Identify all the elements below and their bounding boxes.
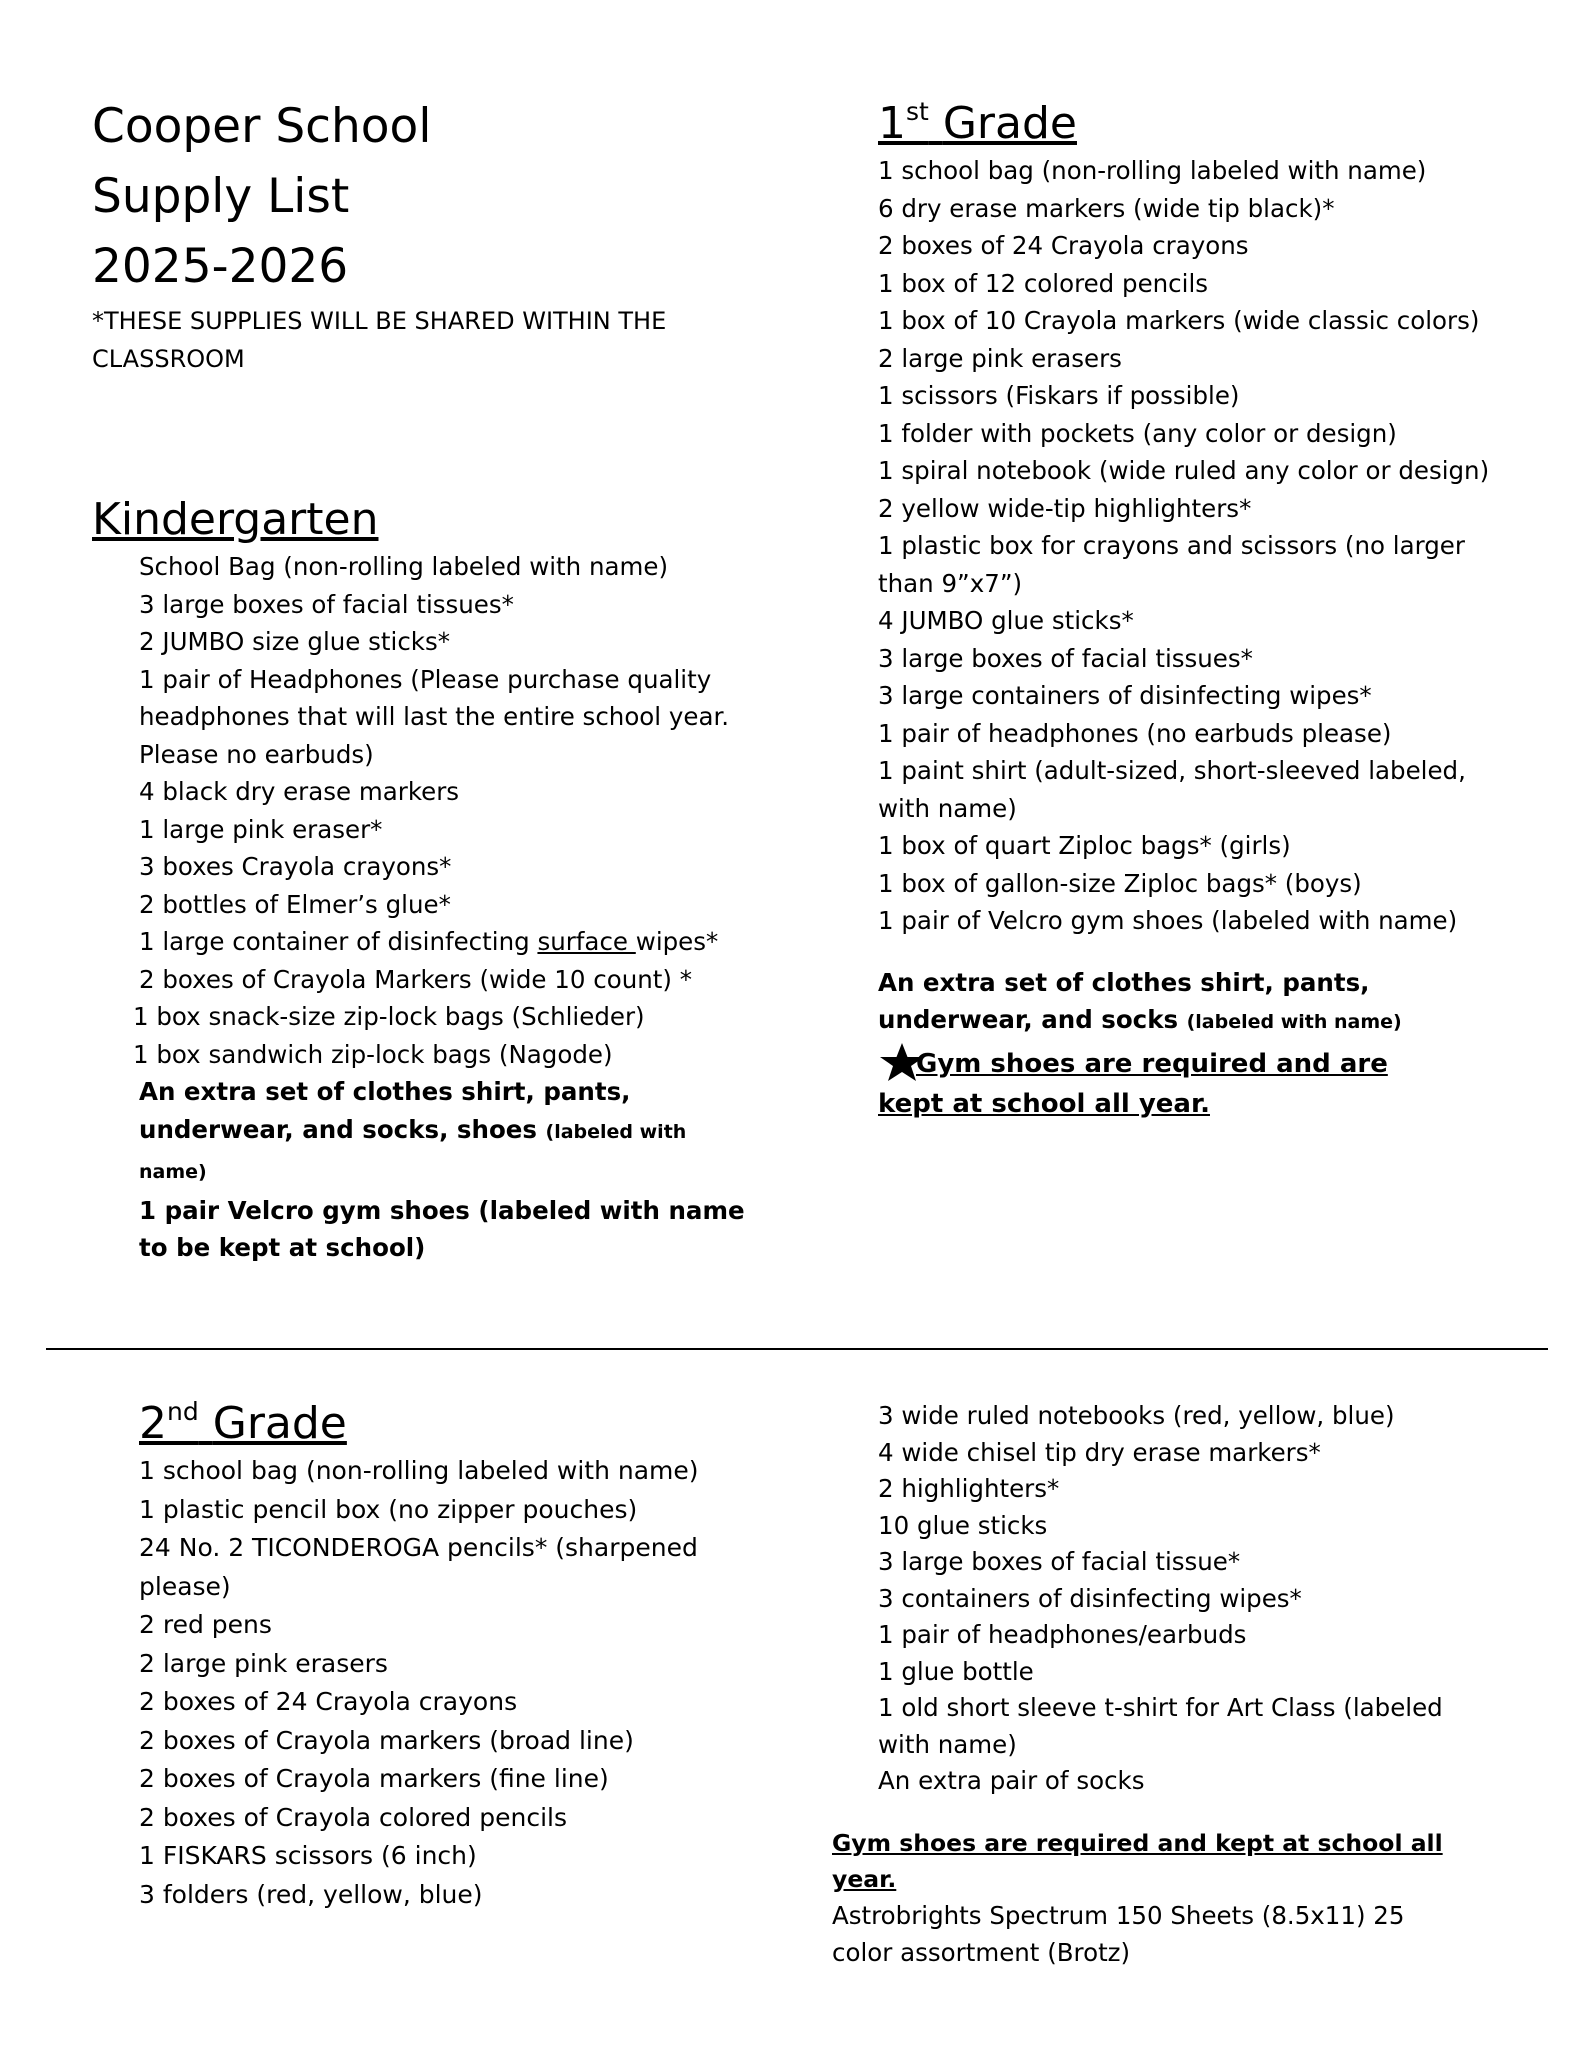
section-divider xyxy=(46,1348,1548,1350)
title-line: 2025-2026 xyxy=(92,239,349,294)
list-item: 2 boxes of 24 Crayola crayons xyxy=(878,231,1249,260)
second-grade-list-right xyxy=(878,1398,1468,1800)
extra-clothes-label-note: (labeled with name) xyxy=(1186,1011,1402,1033)
list-item: 10 glue sticks xyxy=(878,1510,1048,1540)
list-item: 1 plastic pencil box (no zipper pouches) xyxy=(139,1494,638,1524)
document-title xyxy=(92,92,732,302)
list-item: 1 school bag (non-rolling labeled with name) xyxy=(139,1456,699,1485)
list-item: 1 box of 12 colored pencils xyxy=(878,268,1209,298)
list-item: 3 large boxes of facial tissue* xyxy=(878,1547,1241,1576)
extra-clothes-text: An extra set of clothes shirt, pants, underwear, and socks, shoes xyxy=(139,1077,631,1144)
list-item xyxy=(139,923,759,961)
list-item: 2 JUMBO size glue sticks* xyxy=(139,627,451,656)
list-item: 2 boxes of Crayola Markers (wide 10 count) * xyxy=(139,964,692,994)
list-item: 3 large boxes of facial tissues* xyxy=(878,643,1253,673)
list-item: 1 folder with pockets (any color or design) xyxy=(878,418,1397,448)
list-item: 2 boxes of Crayola colored pencils xyxy=(139,1802,567,1832)
heading-ordinal: st xyxy=(906,97,929,126)
list-item: 1 paint shirt (adult-sized, short-sleeved labeled, with name) xyxy=(878,756,1466,823)
list-item: 1 scissors (Fiskars if possible) xyxy=(878,381,1240,410)
second-grade-section-continued xyxy=(878,1398,1478,1800)
wipes-text-pre: 1 large container of disinfecting xyxy=(139,927,538,956)
extra-clothes-text: An extra set of clothes shirt, pants, underwear, and socks xyxy=(878,967,1370,1034)
list-item: 4 black dry erase markers xyxy=(139,777,460,806)
list-item: 3 wide ruled notebooks (red, yellow, blue) xyxy=(878,1401,1395,1430)
list-item: 1 box sandwich zip-lock bags (Nagode) xyxy=(133,1039,613,1069)
list-item: 3 containers of disinfecting wipes* xyxy=(878,1583,1302,1613)
list-item: 1 school bag (non-rolling labeled with name) xyxy=(878,156,1427,185)
list-item: 1 pair of headphones (no earbuds please) xyxy=(878,718,1392,748)
list-item: 2 bottles of Elmer’s glue* xyxy=(139,889,451,919)
wipes-text-post: wipes* xyxy=(635,927,719,956)
list-item: 2 highlighters* xyxy=(878,1474,1060,1503)
heading-number: 1 xyxy=(878,98,906,149)
list-item: 24 No. 2 TICONDEROGA pencils* (sharpened please) xyxy=(139,1533,698,1601)
list-item: 3 large containers of disinfecting wipes* xyxy=(878,681,1372,710)
list-item: 2 boxes of Crayola markers (fine line) xyxy=(139,1764,609,1793)
list-item: 1 pair of Velcro gym shoes (labeled with name) xyxy=(878,906,1458,935)
list-item: 3 boxes Crayola crayons* xyxy=(139,852,452,881)
kindergarten-list xyxy=(133,548,759,1073)
first-grade-list xyxy=(878,152,1498,940)
heading-number: 2 xyxy=(139,1398,167,1449)
heading-word: Grade xyxy=(942,98,1077,149)
second-grade-list-left xyxy=(139,1452,729,1914)
list-item: 3 large boxes of facial tissues* xyxy=(139,589,514,619)
list-item: 2 boxes of Crayola markers (broad line) xyxy=(139,1725,634,1755)
extra-clothes-label-note: (labeled with name) xyxy=(139,1120,687,1183)
list-item: 1 old short sleeve t-shirt for Art Class (labeled with name) xyxy=(878,1693,1443,1759)
list-item: 1 large pink eraser* xyxy=(139,814,383,844)
title-line: Cooper School xyxy=(92,99,432,154)
list-item: 1 box of gallon-size Ziploc bags* (boys) xyxy=(878,868,1362,898)
shared-note: *THESE SUPPLIES WILL BE SHARED WITHIN THE CLASSROOM xyxy=(92,307,667,373)
second-grade-paper-note: Astrobrights Spectrum 150 Sheets (8.5x11) 25 color assortment (Brotz) xyxy=(832,1901,1405,1967)
list-item: School Bag (non-rolling labeled with name) xyxy=(139,552,669,581)
title-line: Supply List xyxy=(92,169,350,224)
list-item: 2 boxes of 24 Crayola crayons xyxy=(139,1687,518,1716)
list-item: 1 spiral notebook (wide ruled any color or design) xyxy=(878,456,1490,485)
list-item: 1 pair of headphones/earbuds xyxy=(878,1620,1247,1649)
list-item: 1 plastic box for crayons and scissors (no larger than 9”x7”) xyxy=(878,531,1465,598)
list-item: 1 pair of Headphones (Please purchase quality headphones that will last the entire school year. Please no earbuds) xyxy=(139,664,730,769)
list-item: 4 wide chisel tip dry erase markers* xyxy=(878,1437,1321,1467)
list-item: 4 JUMBO glue sticks* xyxy=(878,606,1134,635)
list-item: 6 dry erase markers (wide tip black)* xyxy=(878,193,1335,223)
list-item: 1 box snack-size zip-lock bags (Schlieder) xyxy=(133,1002,645,1031)
list-item: An extra pair of socks xyxy=(878,1766,1145,1795)
list-item: 2 large pink erasers xyxy=(878,343,1122,373)
kindergarten-gym-shoes: 1 pair Velcro gym shoes (labeled with name to be kept at school) xyxy=(139,1195,745,1262)
list-item: 1 FISKARS scissors (6 inch) xyxy=(139,1841,477,1870)
second-grade-section xyxy=(139,1396,779,1914)
second-grade-notes xyxy=(832,1825,1492,1971)
kindergarten-extra-clothes xyxy=(139,1073,759,1192)
second-grade-gym-note: Gym shoes are required and kept at school all year. xyxy=(832,1829,1443,1893)
list-item: 1 box of quart Ziploc bags* (girls) xyxy=(878,831,1291,860)
list-item: 1 glue bottle xyxy=(878,1656,1034,1686)
first-grade-section xyxy=(878,96,1498,1124)
heading-ordinal: nd xyxy=(167,1397,199,1426)
list-item: 2 large pink erasers xyxy=(139,1648,388,1678)
first-grade-heading xyxy=(878,96,1498,152)
wipes-text-underlined: surface xyxy=(537,927,636,956)
list-item: 1 box of 10 Crayola markers (wide classic colors) xyxy=(878,306,1480,335)
kindergarten-heading: Kindergarten xyxy=(92,494,379,545)
kindergarten-section xyxy=(92,492,772,1267)
school-header xyxy=(92,92,732,378)
first-grade-gym-note xyxy=(878,1042,1448,1124)
first-grade-extra-clothes xyxy=(878,964,1438,1042)
gym-note-text: Gym shoes are required and are kept at school all year. xyxy=(878,1048,1388,1119)
list-item: 2 yellow wide-tip highlighters* xyxy=(878,493,1252,523)
second-grade-heading xyxy=(139,1396,779,1452)
list-item: 2 red pens xyxy=(139,1610,272,1639)
heading-word: Grade xyxy=(212,1398,347,1449)
list-item: 3 folders (red, yellow, blue) xyxy=(139,1879,483,1909)
